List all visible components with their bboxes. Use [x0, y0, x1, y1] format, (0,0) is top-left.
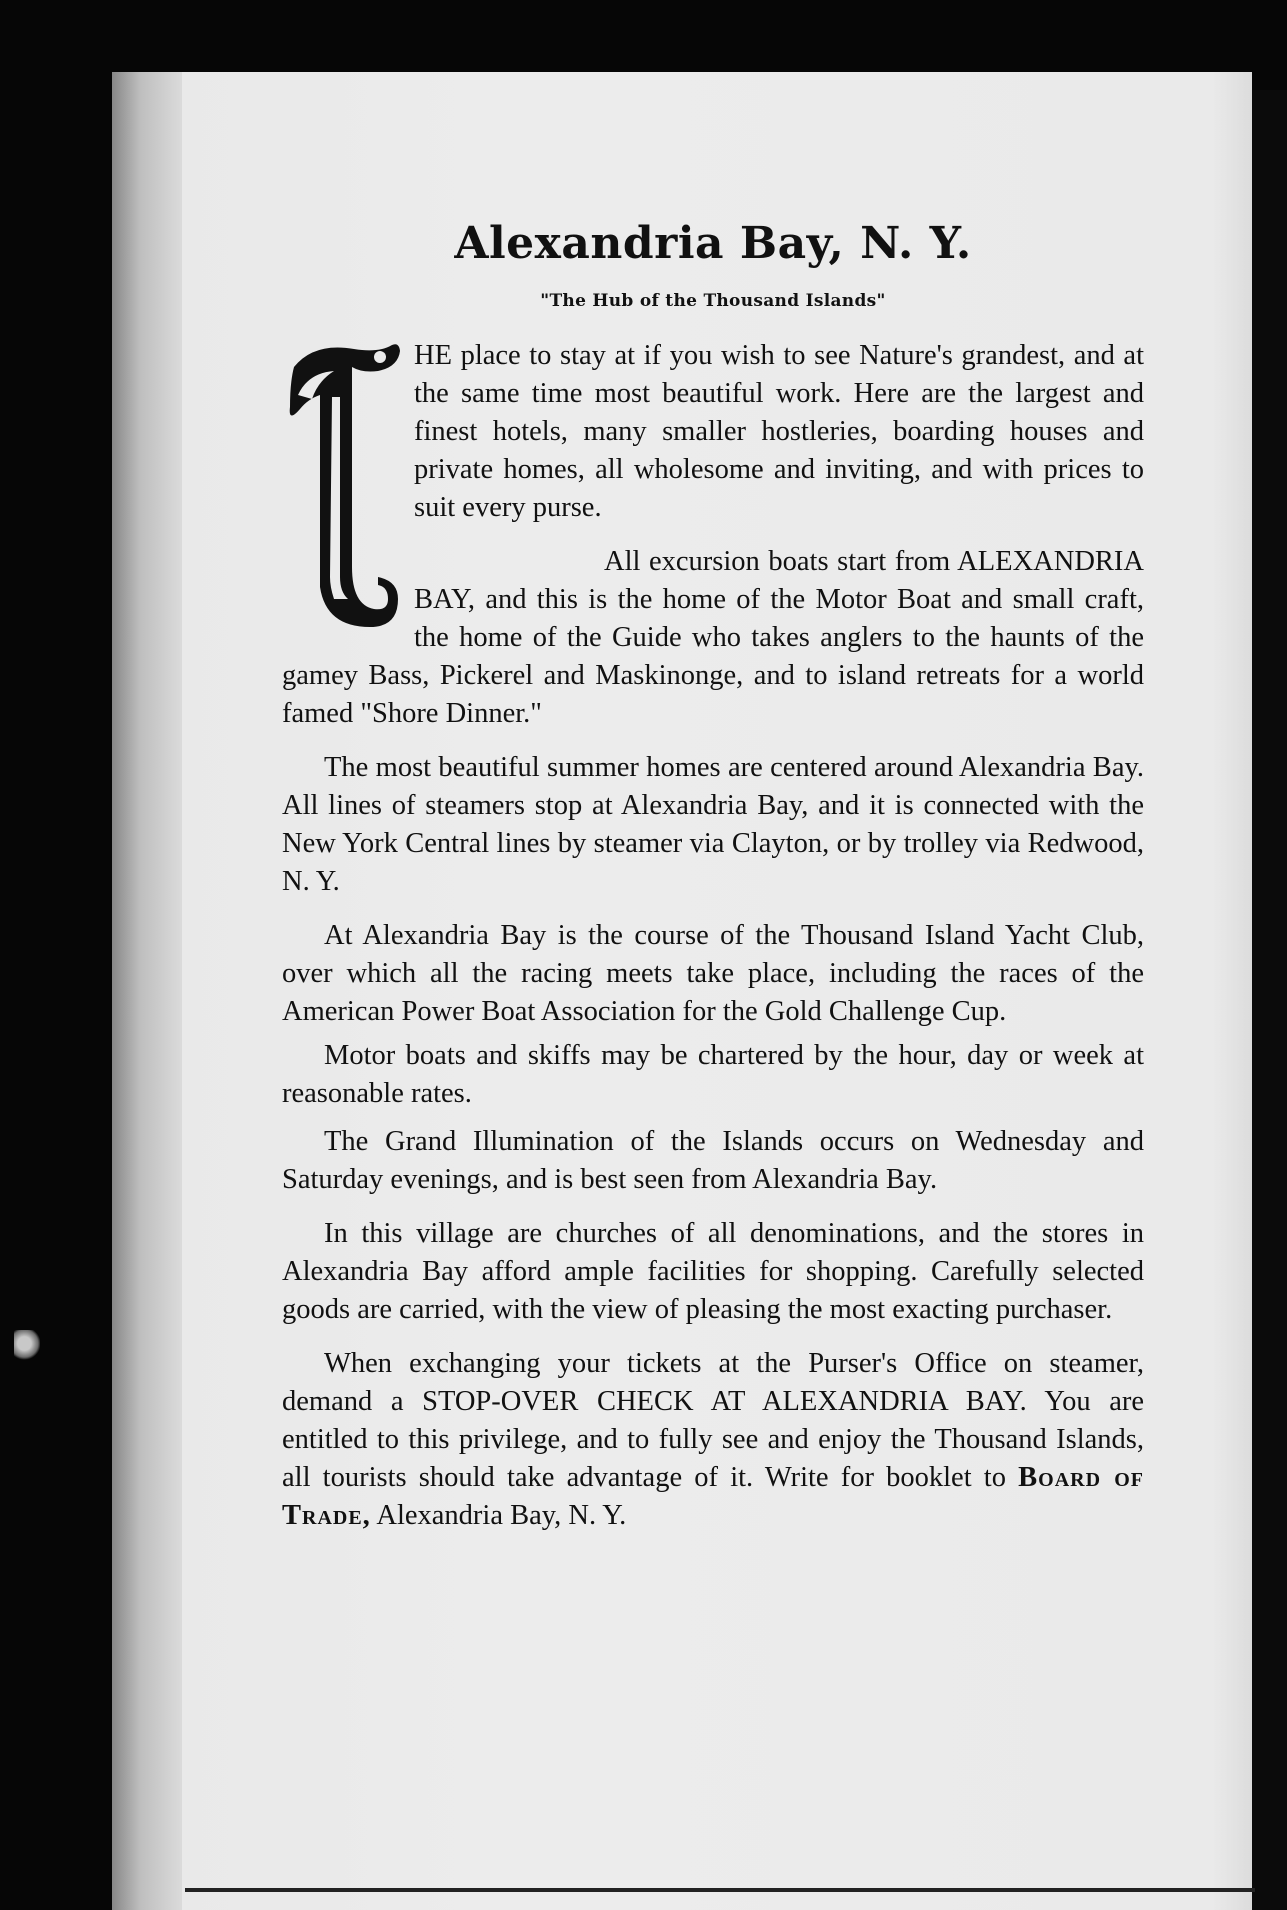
tickets-text: When exchanging your tickets at the Purser's Office on steamer, demand a STOP-OVER CHECK AT ALEXANDRIA BAY. You are entitled to this privilege, and to fully see and enjoy the Thousand Islands, all tourists should take advantage of it. Write for booklet to [282, 1348, 1144, 1493]
board-of-trade: Board of Trade, [282, 1462, 1145, 1531]
intro-section [282, 337, 1144, 527]
page-spine-shadow [112, 72, 182, 1910]
paragraph-yacht-club: At Alexandria Bay is the course of the Thousand Island Yacht Club, over which all the racing meets take place, including the races of the American Power Boat Association for the Gold Challenge Cup. [282, 920, 1144, 1027]
page-bottom-edge [185, 1888, 1255, 1892]
paragraph-illumination: The Grand Illumination of the Islands occurs on Wednesday and Saturday evenings, and is best seen from Alexandria Bay. [282, 1126, 1144, 1195]
paragraph-summer-homes: The most beautiful summer homes are centered around Alexandria Bay. All lines of steamers stop at Alexandria Bay, and it is connected with the New York Central lines by steamer via Clayton, or by trolley via Redwood, N. Y. [282, 752, 1144, 897]
paragraph-tickets [282, 1345, 1144, 1535]
intro-text: HE place to stay at if you wish to see Nature's grandest, and at the same time most beautiful work. Here are the largest and finest hotels, many smaller hostleries, boarding houses and private homes, all wholesome and inviting, and with prices to suit every purse. [414, 340, 1144, 523]
page-subtitle: "The Hub of the Thousand Islands" [540, 291, 886, 311]
scan-speck [14, 1330, 40, 1360]
paragraph-excursion: All excursion boats start from ALEXANDRIA BAY, and this is the home of the Motor Boat and small craft, the home of the Guide who takes anglers to the haunts of the gamey Bass, Pickerel and Maskinonge, and to island retreats for a world famed "Shore Dinner." [282, 546, 1144, 729]
paragraph-village: In this village are churches of all denominations, and the stores in Alexandria Bay afford ample facilities for shopping. Carefully selected goods are carried, with the view of pleasing the most exacting purchaser. [282, 1218, 1144, 1325]
facing-page-edge [1252, 90, 1287, 1910]
ornamental-dropcap-t [274, 337, 404, 637]
paragraph-motor-boats: Motor boats and skiffs may be chartered by the hour, day or week at reasonable rates. [282, 1040, 1144, 1109]
page-content [282, 200, 1144, 1535]
tickets-address: Alexandria Bay, N. Y. [376, 1500, 627, 1531]
intro-paragraph [282, 337, 1144, 527]
page-title: Alexandria Bay, N. Y. [454, 218, 972, 269]
